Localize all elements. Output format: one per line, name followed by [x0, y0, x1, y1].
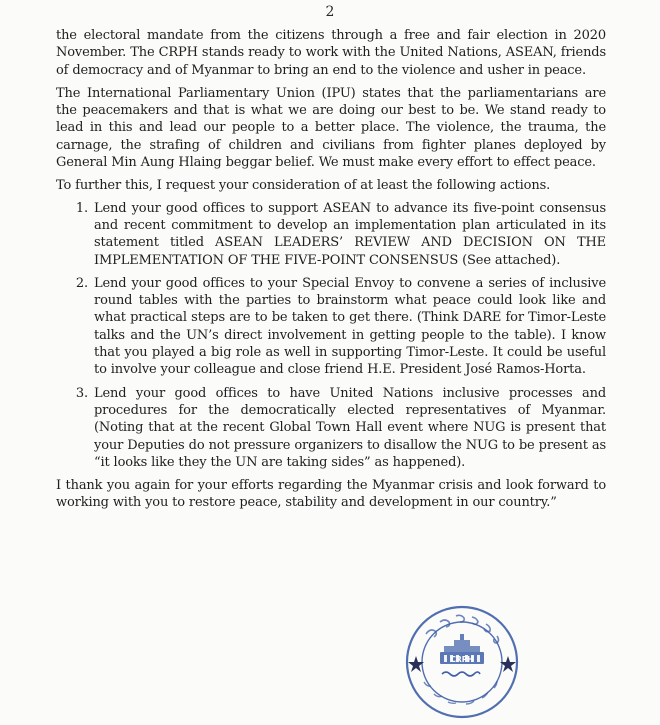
page-number: 2: [325, 4, 335, 20]
action-text: Lend your good offices to your Special Envoy to convene a series of inclusive round tables with the parties to brainstorm what peace could look like and what practical steps are to be taken to get there. (Think DARE for Timor-Leste talks and the UN’s direct involvement in getting people to the table). I know that you played a big role as well in supporting Timor-Leste. It could be useful to involve your colleague and close friend H.E. President José Ramos-Horta.: [94, 275, 606, 378]
crph-seal-stamp: [404, 604, 520, 720]
paragraph-mandate: the electoral mandate from the citizens through a free and fair election in 2020 November. The CRPH stands ready to work with the United Nations, ASEAN, friends of democracy and of Myanmar to bring an end to the violence and usher in peace.: [56, 28, 606, 78]
closing-paragraph: I thank you again for your efforts regarding the Myanmar crisis and look forward to working with you to restore peace, stability and development in our country.”: [56, 478, 606, 511]
action-number: 3.: [75, 385, 88, 401]
action-item-3: [56, 385, 606, 471]
action-number: 1.: [75, 200, 88, 216]
actions-intro: To further this, I request your consideration of at least the following actions.: [56, 178, 551, 194]
action-number: 2.: [75, 275, 88, 291]
actions-list: [56, 200, 606, 471]
action-text: Lend your good offices to support ASEAN to advance its five-point consensus and recent commitment to develop an implementation plan articulated in its statement titled ASEAN LEADERS’ REVIEW AND DECISION ON THE IMPLEMENTATION OF THE FIVE-POINT CONSENSUS (See attached).: [94, 200, 606, 268]
action-text: Lend your good offices to have United Nations inclusive processes and procedures for the democratically elected representatives of Myanmar. (Noting that at the recent Global Town Hall event where NUG is present that your Deputies do not pressure organizers to disallow the NUG to be present as “it looks like they the UN are taking sides” as happened).: [94, 385, 606, 470]
action-item-1: [56, 200, 606, 269]
action-item-2: [56, 275, 606, 379]
paragraph-ipu: The International Parliamentary Union (IPU) states that the parliamentarians are the peacemakers and that is what we are doing our best to be. We stand ready to lead in this and lead our people to a better place. The violence, the trauma, the carnage, the strafing of children and civilians from fighter planes deployed by General Min Aung Hlaing beggar belief. We must make every effort to effect peace.: [56, 85, 606, 171]
seal-emblem-text: CRPH: [450, 655, 474, 664]
letter-body: [56, 27, 606, 525]
